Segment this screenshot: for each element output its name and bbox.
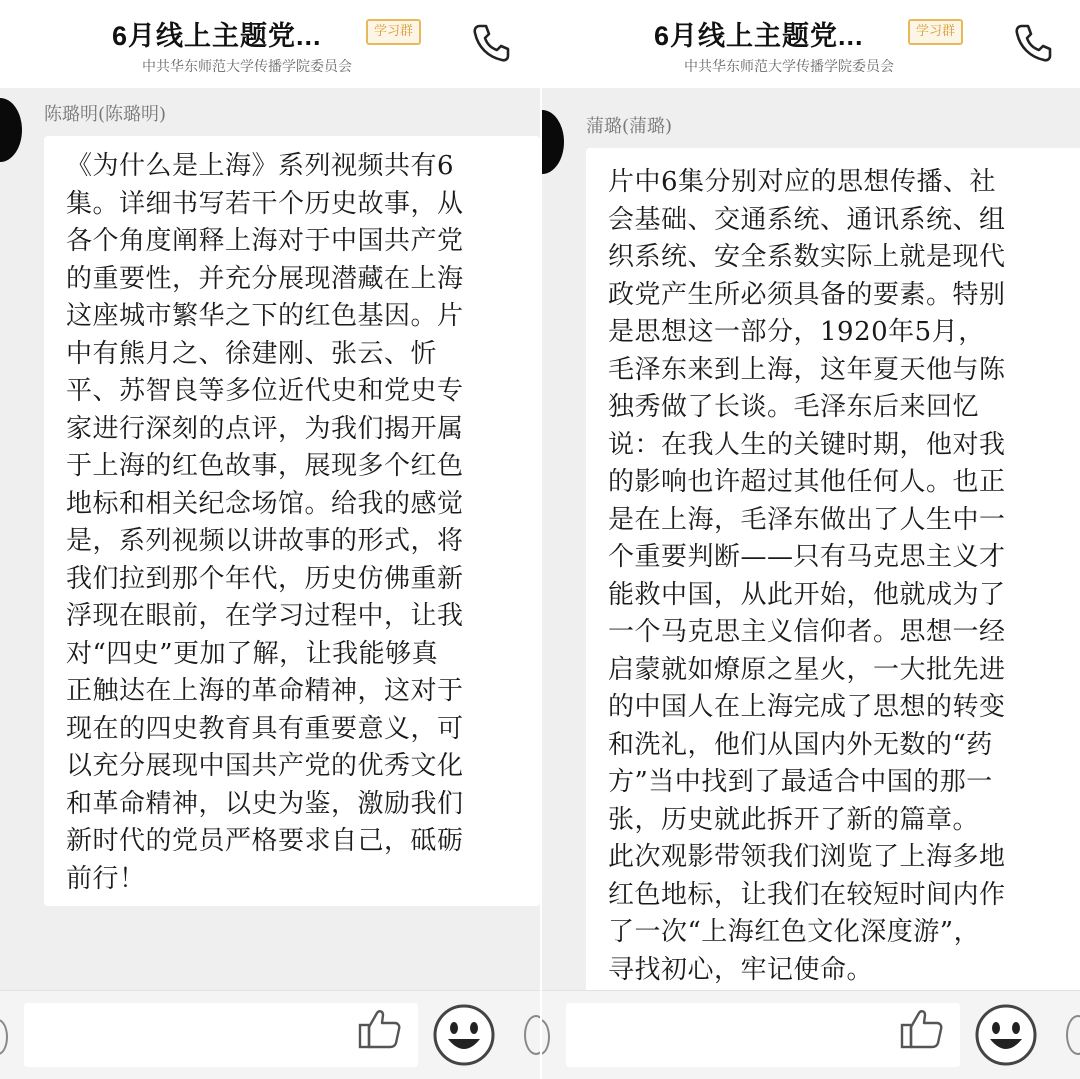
message-line: 各个角度阐释上海对于中国共产党 bbox=[66, 226, 464, 256]
chat-subtitle: 中共华东师范大学传播学院委员会 bbox=[684, 59, 894, 75]
sender-name: 陈璐明(陈璐明) bbox=[44, 104, 167, 125]
message-bubble[interactable] bbox=[586, 148, 1080, 1008]
chat-screen-right bbox=[540, 0, 1080, 1079]
message-line: 织系统、安全系数实际上就是现代 bbox=[608, 242, 1006, 272]
message-line: 我们拉到那个年代，历史仿佛重新 bbox=[66, 563, 464, 594]
message-line: 了一次“上海红色文化深度游”， bbox=[608, 917, 981, 947]
group-badge: 学习群 bbox=[366, 19, 421, 45]
message-line: 的影响也许超过其他任何人。也正 bbox=[608, 467, 1006, 497]
phone-icon[interactable] bbox=[1012, 22, 1054, 64]
message-line: 对“四史”更加了解，让我能够真 bbox=[66, 638, 439, 669]
input-toolbar bbox=[0, 990, 540, 1079]
message-line: 个重要判断——只有马克思主义才 bbox=[608, 542, 1006, 572]
message-line: 地标和相关纪念场馆。给我的感觉 bbox=[66, 488, 464, 519]
message-line: 这座城市繁华之下的红色基因。片 bbox=[66, 301, 464, 331]
message-line: 政党产生所必须具备的要素。特别 bbox=[608, 279, 1006, 310]
message-line: 和革命精神，以史为鉴，激励我们 bbox=[66, 788, 464, 819]
message-line: 浮现在眼前，在学习过程中，让我 bbox=[66, 601, 464, 631]
chat-subtitle: 中共华东师范大学传播学院委员会 bbox=[142, 59, 352, 75]
chat-header bbox=[0, 0, 540, 88]
message-line: 毛泽东来到上海，这年夏天他与陈 bbox=[608, 354, 1006, 385]
message-line: 《为什么是上海》系列视频共有6 bbox=[66, 151, 455, 181]
message-bubble[interactable] bbox=[44, 136, 540, 906]
more-icon[interactable] bbox=[524, 1015, 540, 1055]
message-line: 片中6集分别对应的思想传播、社 bbox=[608, 167, 997, 197]
voice-toggle-icon[interactable] bbox=[0, 1019, 8, 1055]
message-line: 说：在我人生的关键时期，他对我 bbox=[608, 429, 1006, 460]
message-line: 于上海的红色故事，展现多个红色 bbox=[66, 451, 464, 481]
message-line: 中有熊月之、徐建刚、张云、忻 bbox=[66, 338, 438, 369]
avatar[interactable] bbox=[0, 98, 22, 162]
thumbs-up-icon[interactable] bbox=[356, 1005, 404, 1053]
avatar[interactable] bbox=[540, 110, 564, 174]
message-line: 正触达在上海的革命精神，这对于 bbox=[66, 676, 464, 706]
chat-title[interactable]: 6月线上主题党... bbox=[654, 21, 864, 51]
message-line: 能救中国，从此开始，他就成为了 bbox=[608, 579, 1006, 610]
message-line: 和洗礼，他们从国内外无数的“药 bbox=[608, 729, 993, 760]
message-line: 张，历史就此拆开了新的篇章。 bbox=[608, 804, 980, 835]
message-list bbox=[542, 88, 1080, 992]
message-line: 集。详细书写若干个历史故事，从 bbox=[66, 188, 464, 219]
smiley-icon[interactable] bbox=[974, 1003, 1038, 1067]
message-line: 的重要性，并充分展现潜藏在上海 bbox=[66, 263, 464, 294]
message-line: 现在的四史教育具有重要意义，可 bbox=[66, 713, 464, 744]
message-line: 是，系列视频以讲故事的形式，将 bbox=[66, 526, 464, 556]
group-badge: 学习群 bbox=[908, 19, 963, 45]
chat-header bbox=[542, 0, 1080, 88]
message-line: 家进行深刻的点评，为我们揭开属 bbox=[66, 413, 464, 444]
input-toolbar bbox=[542, 990, 1080, 1079]
message-line: 平、苏智良等多位近代史和党史专 bbox=[66, 376, 464, 406]
message-line: 方”当中找到了最适合中国的那一 bbox=[608, 767, 993, 797]
more-icon[interactable] bbox=[1066, 1015, 1080, 1055]
message-line: 寻找初心，牢记使命。 bbox=[608, 954, 874, 985]
message-line: 的中国人在上海完成了思想的转变 bbox=[608, 692, 1006, 722]
message-line: 红色地标，让我们在较短时间内作 bbox=[608, 879, 1006, 910]
message-line: 新时代的党员严格要求自己，砥砺 bbox=[66, 826, 464, 856]
message-line: 此次观影带领我们浏览了上海多地 bbox=[608, 842, 1006, 872]
message-line: 独秀做了长谈。毛泽东后来回忆 bbox=[608, 392, 980, 422]
message-line: 是思想这一部分，1920年5月， bbox=[608, 317, 985, 347]
sender-name: 蒲璐(蒲璐) bbox=[586, 116, 673, 137]
message-line: 是在上海，毛泽东做出了人生中一 bbox=[608, 504, 1006, 535]
message-line: 一个马克思主义信仰者。思想一经 bbox=[608, 617, 1006, 647]
message-line: 以充分展现中国共产党的优秀文化 bbox=[66, 751, 464, 781]
message-line: 会基础、交通系统、通讯系统、组 bbox=[608, 204, 1006, 235]
smiley-icon[interactable] bbox=[432, 1003, 496, 1067]
voice-toggle-icon[interactable] bbox=[540, 1019, 550, 1055]
message-list bbox=[0, 88, 540, 992]
thumbs-up-icon[interactable] bbox=[898, 1005, 946, 1053]
message-line: 启蒙就如燎原之星火，一大批先进 bbox=[608, 654, 1006, 685]
phone-icon[interactable] bbox=[470, 22, 512, 64]
chat-title[interactable]: 6月线上主题党... bbox=[112, 21, 322, 51]
message-line: 前行！ bbox=[66, 863, 146, 894]
